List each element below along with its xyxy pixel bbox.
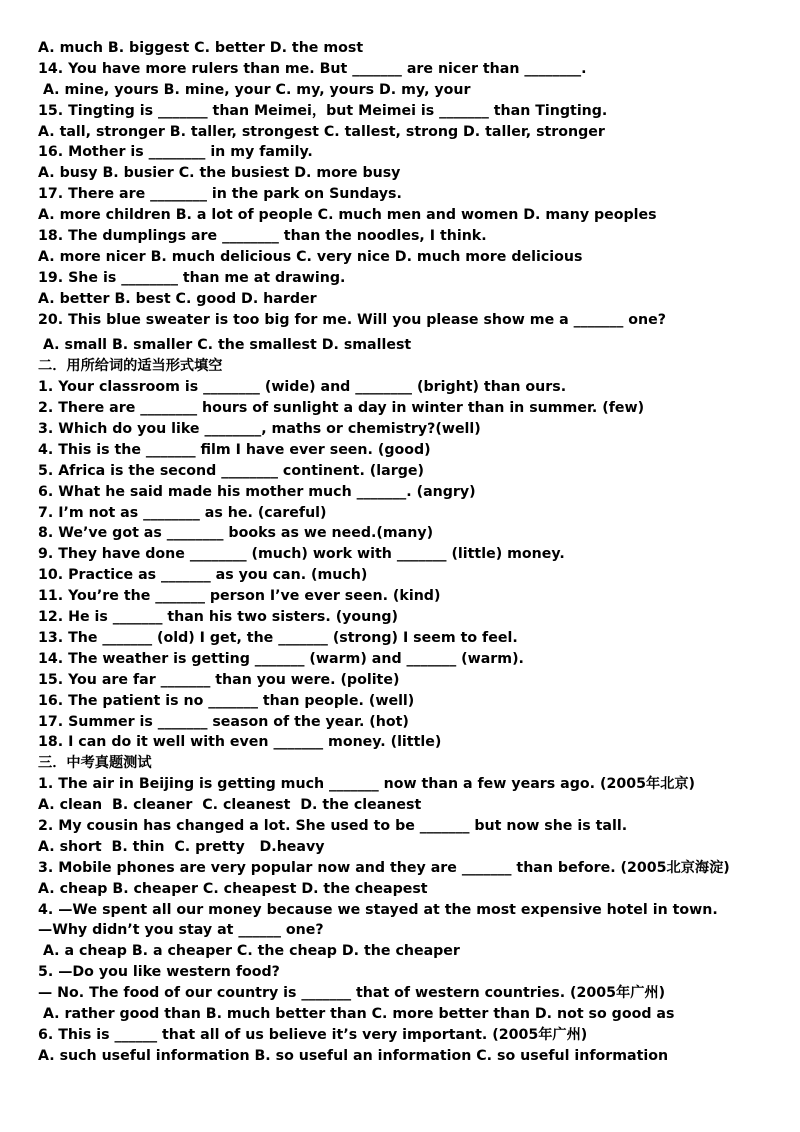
question-line: 12. He is _______ than his two sisters. (young): [38, 609, 399, 626]
question-line: 10. Practice as _______ as you can. (much): [38, 567, 368, 584]
question-line: 7. I’m not as ________ as he. (careful): [38, 504, 327, 521]
option-line: A. more children B. a lot of people C. much men and women D. many peoples: [38, 207, 657, 224]
question-line: 18. The dumplings are ________ than the noodles, I think.: [38, 228, 487, 245]
option-line: A. such useful information B. so useful an information C. so useful information: [38, 1047, 669, 1064]
question-line: 3. Which do you like ________, maths or chemistry?(well): [38, 421, 481, 438]
question-line: 4. —We spent all our money because we stayed at the most expensive hotel in town.: [38, 901, 718, 918]
option-line: A. more nicer B. much delicious C. very nice D. much more delicious: [38, 248, 583, 265]
option-line: A. better B. best C. good D. harder: [38, 290, 317, 307]
question-line: 6. What he said made his mother much _______. (angry): [38, 483, 476, 500]
dialogue-line: — No. The food of our country is _______ that of western countries. (2005年广州): [38, 985, 666, 1002]
question-line: 1. The air in Beijing is getting much _______ now than a few years ago. (2005年北京): [38, 776, 696, 793]
option-line: A. rather good than B. much better than C. more better than D. not so good as: [38, 1005, 675, 1022]
option-line: A. clean B. cleaner C. cleanest D. the cleanest: [38, 797, 422, 814]
question-line: 15. You are far _______ than you were. (polite): [38, 671, 400, 688]
question-line: 2. My cousin has changed a lot. She used to be _______ but now she is tall.: [38, 817, 628, 834]
question-line: 4. This is the _______ film I have ever seen. (good): [38, 441, 431, 458]
question-line: 18. I can do it well with even _______ money. (little): [38, 734, 442, 751]
option-line: A. busy B. busier C. the busiest D. more busy: [38, 165, 401, 182]
question-line: 20. This blue sweater is too big for me. Will you please show me a _______ one?: [38, 311, 666, 328]
question-line: 2. There are ________ hours of sunlight a day in winter than in summer. (few): [38, 400, 645, 417]
question-line: 1. Your classroom is ________ (wide) and ________ (bright) than ours.: [38, 379, 567, 396]
option-line: A. mine, yours B. mine, your C. my, yours D. my, your: [38, 81, 471, 98]
question-line: 5. —Do you like western food?: [38, 964, 280, 981]
option-line: A. small B. smaller C. the smallest D. smallest: [38, 337, 412, 354]
option-line: A. much B. biggest C. better D. the most: [38, 40, 364, 56]
question-line: 9. They have done ________ (much) work with _______ (little) money.: [38, 546, 565, 563]
section-heading: 二．用所给词的适当形式填空: [38, 358, 223, 375]
option-line: A. cheap B. cheaper C. cheapest D. the cheapest: [38, 880, 428, 897]
question-line: 17. Summer is _______ season of the year. (hot): [38, 713, 409, 730]
section-heading: 三．中考真题测试: [38, 755, 152, 772]
question-line: 3. Mobile phones are very popular now and they are _______ than before. (2005北京海淀): [38, 859, 730, 876]
question-line: 5. Africa is the second ________ continent. (large): [38, 462, 424, 479]
question-line: 8. We’ve got as ________ books as we need.(many): [38, 525, 434, 542]
question-line: 15. Tingting is _______ than Meimei，but Meimei is _______ than Tingting.: [38, 102, 608, 119]
option-line: A. short B. thin C. pretty D.heavy: [38, 838, 325, 855]
option-line: A. a cheap B. a cheaper C. the cheap D. the cheaper: [38, 943, 460, 960]
dialogue-line: —Why didn’t you stay at ______ one?: [38, 922, 324, 939]
question-line: 13. The _______ (old) I get, the _______ (strong) I seem to feel.: [38, 629, 518, 646]
worksheet-document: [38, 38, 778, 1067]
question-line: 14. You have more rulers than me. But _______ are nicer than ________.: [38, 60, 587, 77]
question-line: 16. The patient is no _______ than people. (well): [38, 692, 415, 709]
option-line: A. tall, stronger B. taller, strongest C. tallest, strong D. taller, stronger: [38, 123, 605, 140]
question-line: 11. You’re the _______ person I’ve ever seen. (kind): [38, 588, 441, 605]
question-line: 19. She is ________ than me at drawing.: [38, 269, 346, 286]
question-line: 16. Mother is ________ in my family.: [38, 144, 313, 161]
question-line: 17. There are ________ in the park on Sundays.: [38, 186, 402, 203]
question-line: 6. This is ______ that all of us believe it’s very important. (2005年广州): [38, 1026, 588, 1043]
question-line: 14. The weather is getting _______ (warm) and _______ (warm).: [38, 650, 524, 667]
